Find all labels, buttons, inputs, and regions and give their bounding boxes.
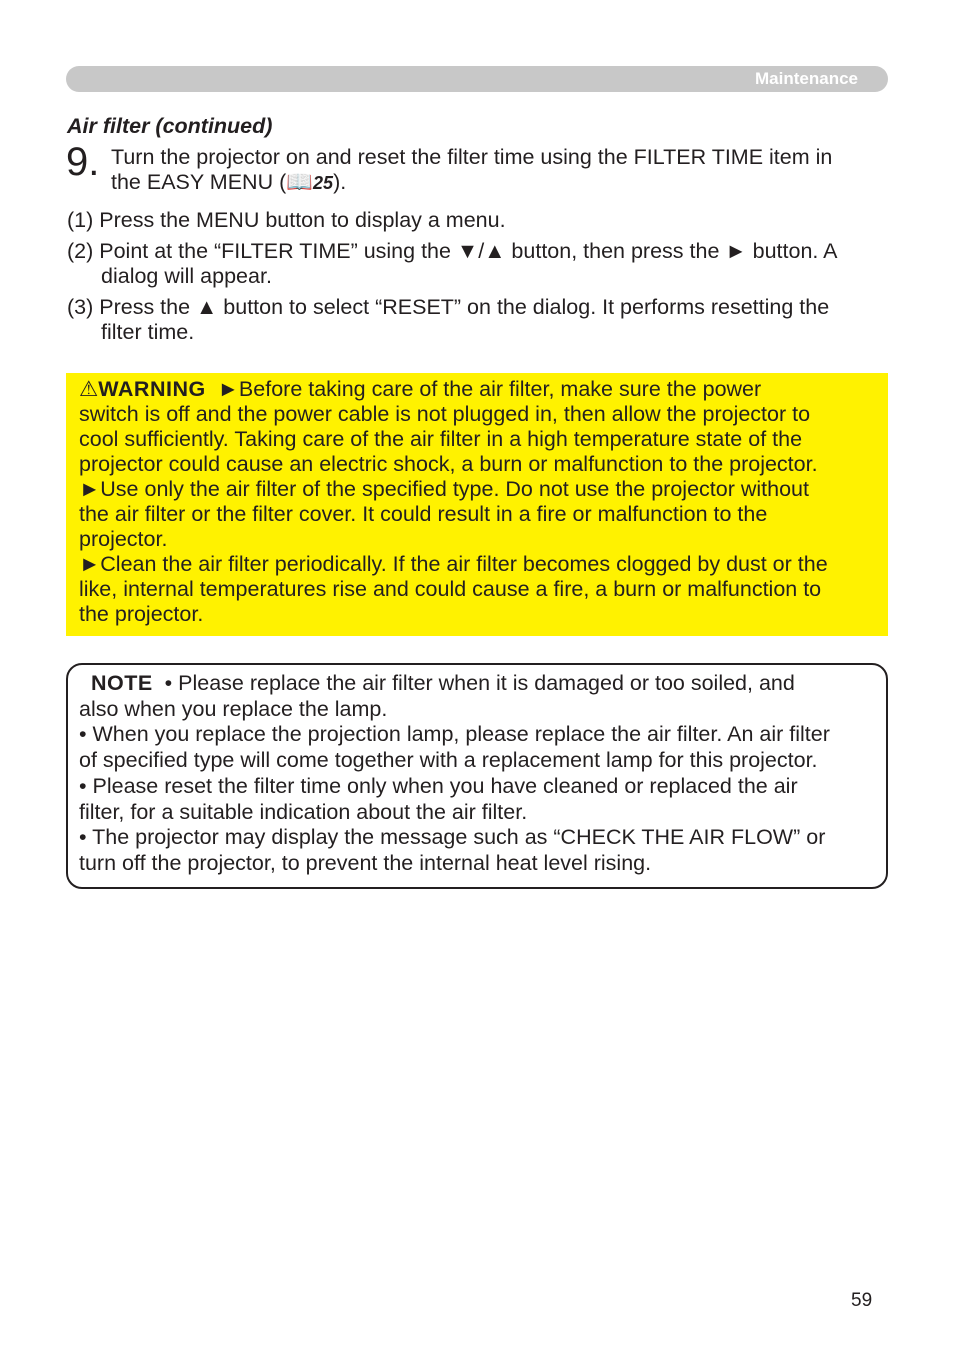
section-label: Maintenance (755, 69, 858, 88)
note-label: NOTE (90, 671, 153, 695)
note-line: turn off the projector, to prevent the internal heat level rising. (79, 850, 652, 875)
substep-line: (3) Press the ▲ button to select “RESET” on the dialog. It performs resetting the (67, 295, 830, 319)
warning-line: switch is off and the power cable is not plugged in, then allow the projector to (79, 402, 811, 426)
warning-line: the projector. (79, 602, 204, 626)
note-line: • When you replace the projection lamp, please replace the air filter. An air filter (79, 722, 830, 747)
warning-box (66, 373, 888, 636)
warning-line: ►Before taking care of the air filter, make sure the power (217, 377, 762, 401)
warning-line: the air filter or the filter cover. It could result in a fire or malfunction to the (79, 502, 768, 526)
warning-triangle-icon: ⚠ (79, 377, 99, 401)
page-number: 59 (851, 1290, 873, 1311)
step-line: the EASY MENU ( (111, 170, 287, 194)
substep-3 (67, 295, 829, 345)
note-line: • Please replace the air filter when it is damaged or too soiled, and (164, 671, 795, 695)
substep-line: filter time. (101, 320, 195, 344)
warning-line: ►Use only the air filter of the specified type. Do not use the projector without (79, 477, 809, 501)
substep-line: (2) Point at the “FILTER TIME” using the ▼/▲ button, then press the ► button. A (67, 239, 838, 263)
book-icon: 📖 (286, 170, 314, 194)
note-box (66, 663, 888, 889)
section-title: Air filter (continued) (67, 114, 273, 138)
warning-line: like, internal temperatures rise and could cause a fire, a burn or malfunction to (79, 577, 822, 601)
step-number: 9. (66, 140, 100, 184)
substep-line: (1) Press the MENU button to display a menu. (67, 208, 506, 232)
note-line: • Please reset the filter time only when you have cleaned or replaced the air (79, 773, 798, 798)
note-line: filter, for a suitable indication about the air filter. (79, 799, 528, 824)
step-text (111, 145, 832, 196)
warning-line: projector could cause an electric shock, a burn or malfunction to the projector. (79, 452, 818, 476)
step-line: Turn the projector on and reset the filter time using the FILTER TIME item in (111, 145, 833, 169)
warning-line: cool sufficiently. Taking care of the air filter in a high temperature state of the (79, 427, 803, 451)
note-line: also when you replace the lamp. (79, 696, 388, 721)
substep-1 (67, 208, 506, 233)
section-header-bar (66, 66, 888, 92)
warning-line: ►Clean the air filter periodically. If the air filter becomes clogged by dust or the (79, 552, 828, 576)
substep-line: dialog will appear. (101, 264, 272, 288)
page-reference-link[interactable]: 25 (313, 173, 334, 193)
note-line: of specified type will come together with a replacement lamp for this projector. (79, 748, 818, 773)
warning-label: WARNING (98, 377, 206, 401)
step-tail: ). (333, 170, 347, 194)
substep-2 (67, 239, 838, 289)
warning-line: projector. (79, 527, 168, 551)
note-line: • The projector may display the message such as “CHECK THE AIR FLOW” or (79, 825, 826, 850)
